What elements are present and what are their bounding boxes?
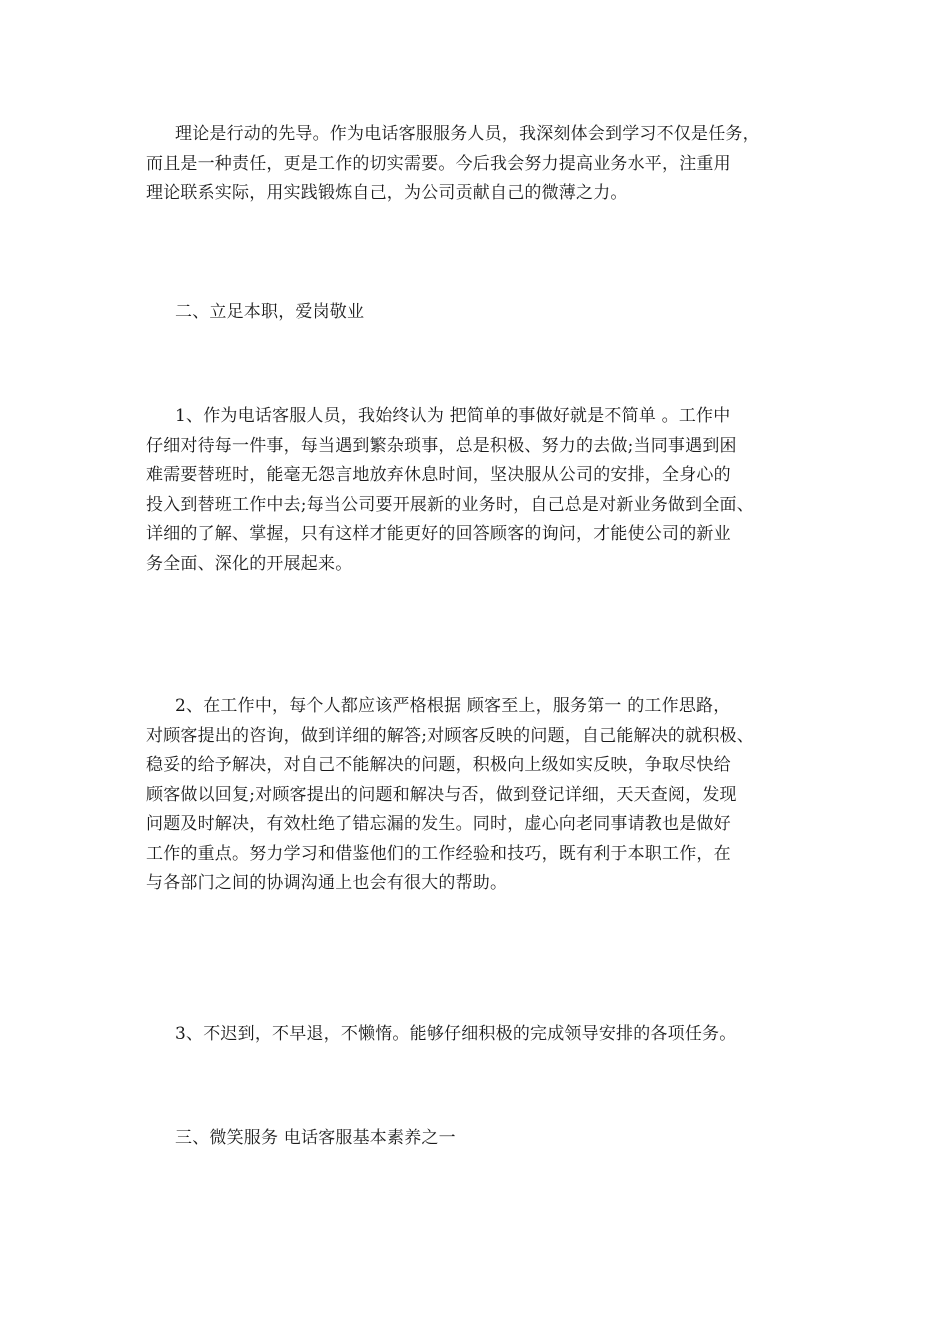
paragraph-line: 问题及时解决，有效杜绝了错忘漏的发生。同时，虚心向老同事请教也是做好 [146,814,731,834]
paragraph-line: 稳妥的给予解决，对自己不能解决的问题，积极向上级如实反映，争取尽快给 [146,755,731,775]
paragraph-line: 仔细对待每一件事，每当遇到繁杂琐事，总是积极、努力的去做;当同事遇到困 [146,435,737,456]
paragraph-line: 而且是一种责任，更是工作的切实需要。今后我会努力提高业务水平，注重用 [146,153,731,174]
paragraph-line: 3、不迟到，不早退，不懒惰。能够仔细积极的完成领导安排的各项任务。 [175,1024,737,1044]
paragraph-line: 理论联系实际，用实践锻炼自己，为公司贡献自己的微薄之力。 [146,183,628,203]
section-heading-3 [146,1124,846,1154]
section-heading-text: 二、立足本职，爱岗敬业 [175,302,365,322]
paragraph-line: 工作的重点。努力学习和借鉴他们的工作经验和技巧，既有利于本职工作，在 [146,843,731,864]
paragraph-line: 1、作为电话客服人员，我始终认为 把简单的事做好就是不简单 。工作中 [175,406,731,426]
paragraph-item-1 [146,402,846,579]
paragraph-line: 投入到替班工作中去;每当公司要开展新的业务时，自己总是对新业务做到全面、 [146,494,754,515]
paragraph-line: 顾客做以回复;对顾客提出的问题和解决与否，做到登记详细，天天查阅，发现 [146,784,737,805]
paragraph-line: 2、在工作中，每个人都应该严格根据 顾客至上，服务第一 的工作思路， [175,696,731,716]
paragraph-item-2 [146,692,846,899]
section-heading-text: 三、微笑服务 电话客服基本素养之一 [175,1128,456,1148]
section-heading-2 [146,298,846,328]
paragraph-line: 务全面、深化的开展起来。 [146,553,353,574]
paragraph-line: 对顾客提出的咨询，做到详细的解答;对顾客反映的问题，自己能解决的就积极、 [146,725,754,746]
paragraph-theory [146,120,846,209]
paragraph-line: 理论是行动的先导。作为电话客服服务人员，我深刻体会到学习不仅是任务， [175,124,760,144]
paragraph-line: 难需要替班时，能毫无怨言地放弃休息时间，坚决服从公司的安排，全身心的 [146,465,731,485]
paragraph-line: 与各部门之间的协调沟通上也会有很大的帮助。 [146,873,508,893]
paragraph-line: 详细的了解、掌握，只有这样才能更好的回答顾客的询问，才能使公司的新业 [146,524,731,544]
paragraph-item-3 [146,1020,846,1050]
